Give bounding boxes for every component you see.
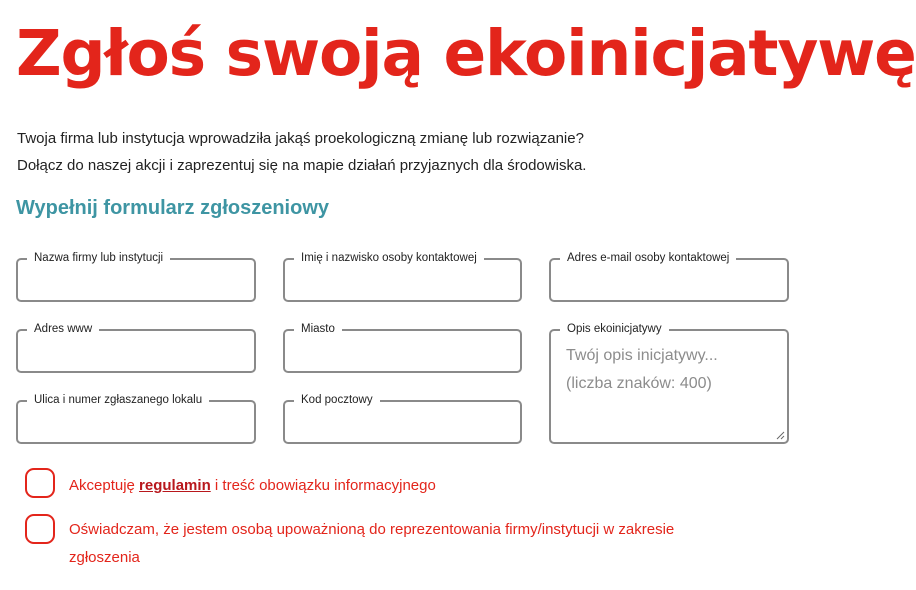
- description-placeholder-line-1: Twój opis inicjatywy...: [566, 347, 718, 364]
- contact-name-field[interactable]: [283, 252, 522, 302]
- contact-email-label: Adres e-mail osoby kontaktowej: [560, 251, 736, 265]
- contact-name-label: Imię i nazwisko osoby kontaktowej: [294, 251, 484, 265]
- description-textarea[interactable]: [549, 323, 789, 444]
- contact-email-field[interactable]: [549, 252, 789, 302]
- website-field[interactable]: [16, 323, 256, 373]
- authorization-label: [69, 516, 674, 572]
- terms-label-after: i treść obowiązku informacyjnego: [210, 477, 436, 494]
- intro-line-2: Dołącz do naszej akcji i zaprezentuj się na mapie działań przyjaznych dla środowiska.: [17, 157, 587, 174]
- terms-label-before: Akceptuję: [69, 477, 140, 494]
- company-name-field[interactable]: [16, 252, 256, 302]
- authorization-checkbox[interactable]: [25, 514, 55, 544]
- intro-text: [17, 125, 586, 179]
- page-title: Zgłoś swoją ekoinicjatywę: [16, 17, 916, 90]
- authorization-label-line-1: Oświadczam, że jestem osobą upoważnioną do reprezentowania firmy/instytucji w zakresie: [69, 521, 675, 538]
- intro-line-1: Twoja firma lub instytucja wprowadziła jakąś proekologiczną zmianę lub rozwiązanie?: [17, 130, 584, 147]
- city-field[interactable]: [283, 323, 522, 373]
- street-label: Ulica i numer zgłaszanego lokalu: [27, 393, 209, 407]
- description-placeholder: [566, 342, 718, 398]
- authorization-label-line-2: zgłoszenia: [69, 549, 140, 566]
- postal-code-field[interactable]: [283, 394, 522, 444]
- description-label: Opis ekoinicjatywy: [560, 322, 669, 336]
- form-heading: Wypełnij formularz zgłoszeniowy: [16, 197, 330, 219]
- street-field[interactable]: [16, 394, 256, 444]
- description-placeholder-line-2: (liczba znaków: 400): [566, 375, 712, 392]
- terms-checkbox[interactable]: [25, 468, 55, 498]
- postal-code-label: Kod pocztowy: [294, 393, 380, 407]
- company-name-label: Nazwa firmy lub instytucji: [27, 251, 170, 265]
- terms-label: [69, 472, 436, 500]
- resize-handle-icon[interactable]: [776, 431, 785, 440]
- website-label: Adres www: [27, 322, 99, 336]
- terms-link[interactable]: regulamin: [139, 477, 211, 494]
- city-label: Miasto: [294, 322, 342, 336]
